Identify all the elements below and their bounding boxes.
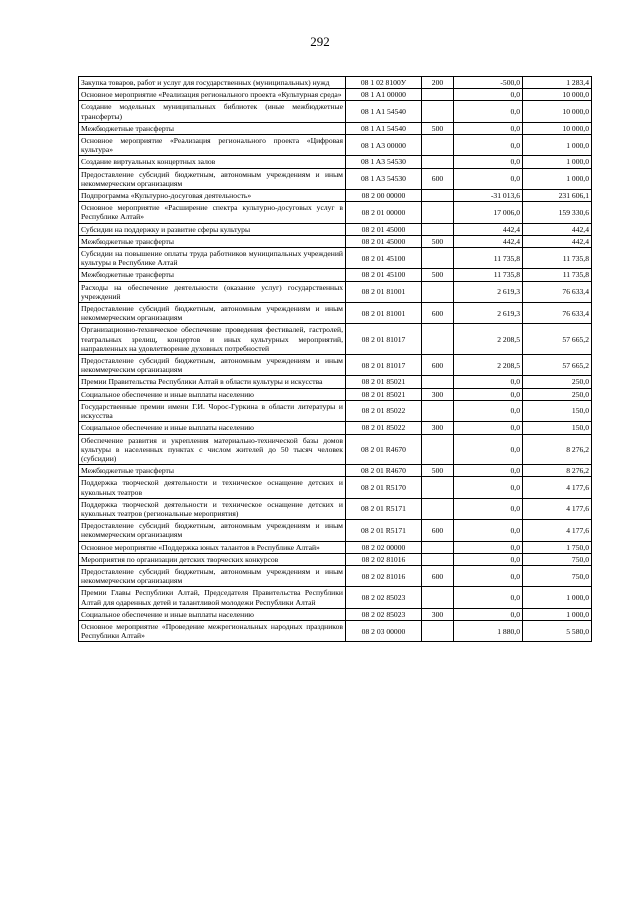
table-row — [79, 303, 592, 324]
row-code-cell: 08 2 01 R4670 — [346, 434, 422, 465]
row-total-cell: 750,0 — [523, 553, 592, 565]
row-code-cell: 08 2 02 85023 — [346, 587, 422, 608]
row-code-cell: 08 2 01 00000 — [346, 202, 422, 223]
row-name-cell: Организационно-техническое обеспечение проведения фестивалей, гастролей, театральных зрелищ, концертов и иных культурных мероприятий, направленных на удовлетворение духовных потребностей — [79, 324, 346, 355]
row-expense-type-cell: 600 — [422, 520, 454, 541]
row-change-cell: 0,0 — [454, 587, 523, 608]
row-code-cell: 08 1 A3 54530 — [346, 156, 422, 168]
row-code-cell: 08 1 A1 00000 — [346, 89, 422, 101]
row-total-cell: 442,4 — [523, 223, 592, 235]
row-name-cell: Предоставление субсидий бюджетным, автономным учреждениям и иным некоммерческим организациям — [79, 520, 346, 541]
row-total-cell: 1 750,0 — [523, 541, 592, 553]
row-total-cell: 1 000,0 — [523, 168, 592, 189]
table-row — [79, 541, 592, 553]
row-name-cell: Основное мероприятие «Реализация регионального проекта «Цифровая культура» — [79, 135, 346, 156]
row-change-cell: 0,0 — [454, 422, 523, 434]
row-code-cell: 08 2 01 81001 — [346, 303, 422, 324]
row-total-cell: 10 000,0 — [523, 89, 592, 101]
table-row — [79, 620, 592, 641]
row-change-cell: 2 208,5 — [454, 355, 523, 376]
row-expense-type-cell: 500 — [422, 235, 454, 247]
row-code-cell: 08 2 01 85021 — [346, 388, 422, 400]
table-row — [79, 281, 592, 302]
row-name-cell: Предоставление субсидий бюджетным, автономным учреждениям и иным некоммерческим организациям — [79, 303, 346, 324]
row-change-cell: 0,0 — [454, 520, 523, 541]
table-row — [79, 248, 592, 269]
row-total-cell: 4 177,6 — [523, 477, 592, 498]
row-change-cell: 2 619,3 — [454, 281, 523, 302]
table-row — [79, 587, 592, 608]
row-total-cell: 8 276,2 — [523, 434, 592, 465]
table-row — [79, 135, 592, 156]
row-name-cell: Социальное обеспечение и иные выплаты населению — [79, 422, 346, 434]
row-expense-type-cell — [422, 553, 454, 565]
table-row — [79, 565, 592, 586]
row-code-cell: 08 2 02 00000 — [346, 541, 422, 553]
row-code-cell: 08 2 01 R5170 — [346, 477, 422, 498]
row-name-cell: Предоставление субсидий бюджетным, автономным учреждениям и иным некоммерческим организациям — [79, 168, 346, 189]
table-row — [79, 376, 592, 388]
row-total-cell: 10 000,0 — [523, 101, 592, 122]
table-row — [79, 520, 592, 541]
row-change-cell: 0,0 — [454, 388, 523, 400]
row-expense-type-cell — [422, 541, 454, 553]
row-total-cell: 76 633,4 — [523, 281, 592, 302]
table-row — [79, 434, 592, 465]
row-name-cell: Поддержка творческой деятельности и техническое оснащение детских и кукольных театров (региональные мероприятия) — [79, 498, 346, 519]
row-code-cell: 08 2 01 45000 — [346, 235, 422, 247]
row-expense-type-cell — [422, 281, 454, 302]
row-expense-type-cell: 200 — [422, 77, 454, 89]
row-expense-type-cell: 300 — [422, 608, 454, 620]
row-code-cell: 08 1 A3 00000 — [346, 135, 422, 156]
budget-table — [78, 76, 592, 642]
table-row — [79, 422, 592, 434]
row-expense-type-cell — [422, 376, 454, 388]
row-total-cell: 150,0 — [523, 400, 592, 421]
row-code-cell: 08 2 01 R4670 — [346, 465, 422, 477]
row-expense-type-cell — [422, 498, 454, 519]
table-row — [79, 400, 592, 421]
row-total-cell: 57 665,2 — [523, 355, 592, 376]
row-expense-type-cell — [422, 89, 454, 101]
row-change-cell: 0,0 — [454, 101, 523, 122]
row-expense-type-cell — [422, 324, 454, 355]
row-expense-type-cell: 500 — [422, 122, 454, 134]
row-name-cell: Межбюджетные трансферты — [79, 465, 346, 477]
row-total-cell: 76 633,4 — [523, 303, 592, 324]
row-name-cell: Расходы на обеспечение деятельности (оказание услуг) государственных учреждений — [79, 281, 346, 302]
row-name-cell: Закупка товаров, работ и услуг для государственных (муниципальных) нужд — [79, 77, 346, 89]
row-name-cell: Премии Главы Республики Алтай, Председателя Правительства Республики Алтай для одаренных детей и талантливой молодежи Республики Алтай — [79, 587, 346, 608]
row-name-cell: Предоставление субсидий бюджетным, автономным учреждениям и иным некоммерческим организациям — [79, 565, 346, 586]
row-code-cell: 08 2 01 45000 — [346, 223, 422, 235]
row-change-cell: 0,0 — [454, 376, 523, 388]
row-change-cell: 0,0 — [454, 465, 523, 477]
row-total-cell: 1 000,0 — [523, 587, 592, 608]
row-expense-type-cell — [422, 434, 454, 465]
row-total-cell: 4 177,6 — [523, 520, 592, 541]
row-total-cell: 4 177,6 — [523, 498, 592, 519]
row-total-cell: 11 735,8 — [523, 248, 592, 269]
table-row — [79, 223, 592, 235]
row-name-cell: Создание виртуальных концертных залов — [79, 156, 346, 168]
row-change-cell: 0,0 — [454, 168, 523, 189]
row-code-cell: 08 1 A1 54540 — [346, 122, 422, 134]
row-expense-type-cell — [422, 587, 454, 608]
row-change-cell: 0,0 — [454, 135, 523, 156]
row-code-cell: 08 1 A3 54530 — [346, 168, 422, 189]
row-name-cell: Субсидии на поддержку и развитие сферы культуры — [79, 223, 346, 235]
row-name-cell: Предоставление субсидий бюджетным, автономным учреждениям и иным некоммерческим организациям — [79, 355, 346, 376]
table-row — [79, 477, 592, 498]
row-total-cell: 1 283,4 — [523, 77, 592, 89]
table-row — [79, 498, 592, 519]
row-change-cell: 2 208,5 — [454, 324, 523, 355]
row-total-cell: 1 000,0 — [523, 608, 592, 620]
row-code-cell: 08 2 01 81017 — [346, 324, 422, 355]
row-code-cell: 08 2 02 85023 — [346, 608, 422, 620]
row-change-cell: 0,0 — [454, 156, 523, 168]
row-total-cell: 250,0 — [523, 376, 592, 388]
row-expense-type-cell — [422, 620, 454, 641]
row-expense-type-cell: 500 — [422, 465, 454, 477]
row-expense-type-cell — [422, 135, 454, 156]
row-name-cell: Обеспечение развития и укрепления материально-технической базы домов культуры в населенных пунктах с числом жителей до 50 тысяч человек (субсидии) — [79, 434, 346, 465]
row-change-cell: -500,0 — [454, 77, 523, 89]
table-row — [79, 77, 592, 89]
row-total-cell: 1 000,0 — [523, 135, 592, 156]
row-name-cell: Создание модельных муниципальных библиотек (иные межбюджетные трансферты) — [79, 101, 346, 122]
table-row — [79, 553, 592, 565]
row-change-cell: 0,0 — [454, 565, 523, 586]
row-expense-type-cell: 600 — [422, 355, 454, 376]
row-total-cell: 250,0 — [523, 388, 592, 400]
row-name-cell: Основное мероприятие «Расширение спектра культурно-досуговых услуг в Республике Алтай» — [79, 202, 346, 223]
row-name-cell: Государственные премии имени Г.И. Чорос-Гуркина в области литературы и искусства — [79, 400, 346, 421]
row-name-cell: Премии Правительства Республики Алтай в области культуры и искусства — [79, 376, 346, 388]
row-expense-type-cell — [422, 400, 454, 421]
row-total-cell: 11 735,8 — [523, 269, 592, 281]
table-row — [79, 324, 592, 355]
row-name-cell: Поддержка творческой деятельности и техническое оснащение детских и кукольных театров — [79, 477, 346, 498]
row-total-cell: 1 000,0 — [523, 156, 592, 168]
row-expense-type-cell — [422, 202, 454, 223]
row-name-cell: Межбюджетные трансферты — [79, 122, 346, 134]
row-change-cell: 11 735,8 — [454, 269, 523, 281]
row-expense-type-cell — [422, 248, 454, 269]
row-expense-type-cell: 300 — [422, 422, 454, 434]
row-change-cell: 442,4 — [454, 223, 523, 235]
row-change-cell: -31 013,6 — [454, 190, 523, 202]
row-code-cell: 08 2 01 85022 — [346, 400, 422, 421]
row-total-cell: 750,0 — [523, 565, 592, 586]
row-expense-type-cell — [422, 190, 454, 202]
table-row — [79, 101, 592, 122]
row-change-cell: 0,0 — [454, 553, 523, 565]
row-expense-type-cell — [422, 101, 454, 122]
row-total-cell: 159 330,6 — [523, 202, 592, 223]
row-name-cell: Подпрограмма «Культурно-досуговая деятельность» — [79, 190, 346, 202]
table-row — [79, 89, 592, 101]
row-expense-type-cell: 500 — [422, 269, 454, 281]
row-name-cell: Мероприятия по организации детских творческих конкурсов — [79, 553, 346, 565]
table-row — [79, 122, 592, 134]
table-row — [79, 190, 592, 202]
row-code-cell: 08 2 01 81001 — [346, 281, 422, 302]
row-code-cell: 08 2 01 45100 — [346, 269, 422, 281]
row-change-cell: 442,4 — [454, 235, 523, 247]
row-total-cell: 8 276,2 — [523, 465, 592, 477]
row-expense-type-cell — [422, 223, 454, 235]
row-change-cell: 2 619,3 — [454, 303, 523, 324]
row-code-cell: 08 2 01 45100 — [346, 248, 422, 269]
row-total-cell: 10 000,0 — [523, 122, 592, 134]
row-expense-type-cell: 600 — [422, 303, 454, 324]
row-change-cell: 17 006,0 — [454, 202, 523, 223]
row-expense-type-cell: 300 — [422, 388, 454, 400]
row-expense-type-cell — [422, 477, 454, 498]
row-code-cell: 08 2 01 85022 — [346, 422, 422, 434]
row-name-cell: Основное мероприятие «Проведение межрегиональных народных праздников Республики Алтай» — [79, 620, 346, 641]
row-name-cell: Межбюджетные трансферты — [79, 235, 346, 247]
row-change-cell: 0,0 — [454, 89, 523, 101]
row-code-cell: 08 2 01 R5171 — [346, 520, 422, 541]
table-row — [79, 608, 592, 620]
row-code-cell: 08 2 00 00000 — [346, 190, 422, 202]
table-row — [79, 269, 592, 281]
row-change-cell: 0,0 — [454, 434, 523, 465]
row-change-cell: 0,0 — [454, 122, 523, 134]
row-expense-type-cell — [422, 156, 454, 168]
row-code-cell: 08 2 01 85021 — [346, 376, 422, 388]
row-name-cell: Социальное обеспечение и иные выплаты населению — [79, 608, 346, 620]
row-name-cell: Основное мероприятие «Поддержка юных талантов в Республике Алтай» — [79, 541, 346, 553]
table-row — [79, 202, 592, 223]
row-change-cell: 0,0 — [454, 498, 523, 519]
row-change-cell: 0,0 — [454, 400, 523, 421]
row-total-cell: 5 580,0 — [523, 620, 592, 641]
row-total-cell: 57 665,2 — [523, 324, 592, 355]
row-code-cell: 08 2 02 81016 — [346, 553, 422, 565]
table-row — [79, 465, 592, 477]
row-change-cell: 0,0 — [454, 541, 523, 553]
row-code-cell: 08 2 01 R5171 — [346, 498, 422, 519]
budget-table-body — [79, 77, 592, 642]
row-change-cell: 1 880,0 — [454, 620, 523, 641]
row-total-cell: 231 606,1 — [523, 190, 592, 202]
page-number: 292 — [310, 34, 330, 49]
row-code-cell: 08 2 02 81016 — [346, 565, 422, 586]
table-row — [79, 168, 592, 189]
row-code-cell: 08 2 01 81017 — [346, 355, 422, 376]
row-change-cell: 11 735,8 — [454, 248, 523, 269]
table-row — [79, 355, 592, 376]
table-row — [79, 235, 592, 247]
table-row — [79, 156, 592, 168]
table-row — [79, 388, 592, 400]
row-code-cell: 08 1 02 8100У — [346, 77, 422, 89]
row-name-cell: Субсидии на повышение оплаты труда работников муниципальных учреждений культуры в Республике Алтай — [79, 248, 346, 269]
row-total-cell: 150,0 — [523, 422, 592, 434]
row-name-cell: Социальное обеспечение и иные выплаты населению — [79, 388, 346, 400]
row-name-cell: Основное мероприятие «Реализация регионального проекта «Культурная среда» — [79, 89, 346, 101]
row-expense-type-cell: 600 — [422, 565, 454, 586]
row-change-cell: 0,0 — [454, 477, 523, 498]
row-code-cell: 08 1 A1 54540 — [346, 101, 422, 122]
row-name-cell: Межбюджетные трансферты — [79, 269, 346, 281]
row-code-cell: 08 2 03 00000 — [346, 620, 422, 641]
row-total-cell: 442,4 — [523, 235, 592, 247]
row-change-cell: 0,0 — [454, 608, 523, 620]
row-expense-type-cell: 600 — [422, 168, 454, 189]
